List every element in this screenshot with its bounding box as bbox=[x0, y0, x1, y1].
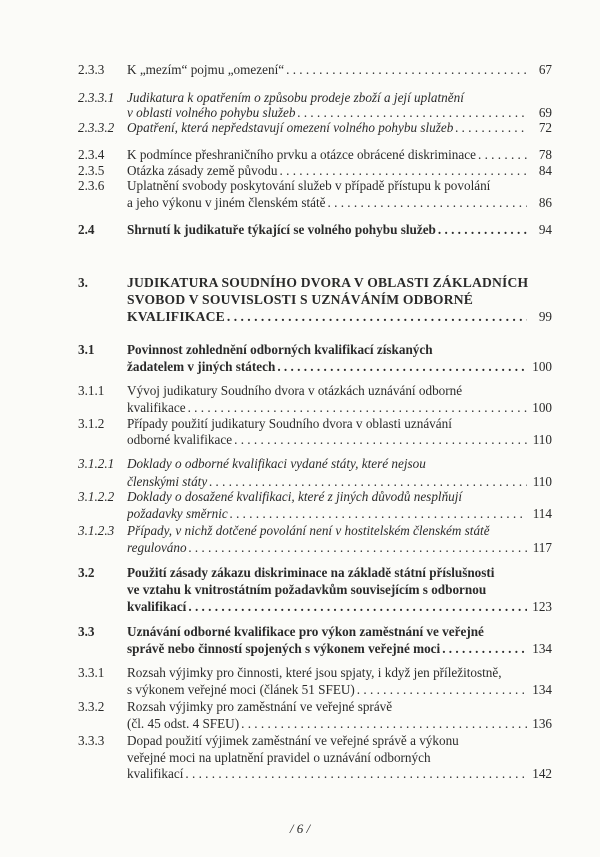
toc-entry-title-line bbox=[127, 641, 527, 657]
toc-entry-title-text: kvalifikací bbox=[127, 766, 184, 781]
toc-entry-page: 100 bbox=[532, 399, 552, 415]
toc-entry-page: 86 bbox=[538, 195, 552, 210]
page-number: / 6 / bbox=[289, 821, 311, 836]
toc-entry-title-line bbox=[127, 292, 527, 308]
toc-entry-title-text: Rozsah výjimky pro zaměstnání ve veřejné správě bbox=[127, 699, 393, 714]
toc-entry-title-line bbox=[127, 540, 527, 556]
toc-entry-title-line bbox=[127, 624, 527, 640]
toc-entry-title-text: Případy použití judikatury Soudního dvora v oblasti uznávání bbox=[127, 416, 452, 431]
dot-leader bbox=[476, 147, 527, 163]
toc-entry-page: 72 bbox=[538, 120, 552, 135]
toc-entry-number: 3.1.1 bbox=[78, 383, 105, 398]
toc-entry-title-line bbox=[127, 432, 527, 448]
dot-leader bbox=[239, 716, 527, 732]
toc-entry-title-text: Doklady o dosažené kvalifikaci, které z jiných důvodů nesplňují bbox=[127, 489, 463, 504]
toc-entry-title-line bbox=[127, 275, 527, 291]
toc-entry-title-text: SVOBOD V SOUVISLOSTI S UZNÁVÁNÍM ODBORNÉ bbox=[127, 292, 474, 307]
toc-entry-title-text: Shrnutí k judikatuře týkající se volného pohybu služeb bbox=[127, 222, 436, 237]
toc-entry-title-text: kvalifikací bbox=[127, 599, 187, 614]
toc-entry-title-line bbox=[127, 506, 527, 522]
toc-entry-page: 94 bbox=[538, 222, 552, 237]
toc-entry-page: 134 bbox=[532, 681, 552, 697]
toc-entry-title-text: Doklady o odborné kvalifikaci vydané státy, které nejsou bbox=[127, 456, 426, 471]
toc-entry-title-line bbox=[127, 474, 527, 490]
toc-entry-title-text: JUDIKATURA SOUDNÍHO DVORA V OBLASTI ZÁKLADNÍCH bbox=[127, 275, 529, 290]
toc-entry-page: 69 bbox=[538, 104, 552, 120]
dot-leader bbox=[355, 682, 527, 698]
toc-entry-number: 3.3.3 bbox=[78, 733, 105, 748]
toc-entry-title-text: Uplatnění svobody poskytování služeb v případě přístupu k povolání bbox=[127, 178, 491, 193]
toc-entry-number: 3.1.2 bbox=[78, 416, 105, 431]
toc-entry-title-text: členskými státy bbox=[127, 474, 208, 489]
toc-entry-page: 142 bbox=[532, 766, 552, 781]
dot-leader bbox=[326, 195, 528, 211]
toc-entry-number: 2.3.4 bbox=[78, 147, 105, 162]
toc-entry-number: 2.3.5 bbox=[78, 163, 105, 178]
toc-entry-title-line bbox=[127, 120, 527, 136]
toc-entry-page: 84 bbox=[538, 163, 552, 178]
toc-entry-title-text: požadavky směrnic bbox=[127, 506, 228, 521]
dot-leader bbox=[186, 400, 527, 416]
toc-entry-title-line bbox=[127, 178, 527, 194]
toc-entry-title-text: správě nebo činností spojených s výkonem veřejné moci bbox=[127, 640, 441, 656]
toc-entry-title-text: v oblasti volného pohybu služeb bbox=[127, 104, 296, 120]
toc-entry-page: 67 bbox=[538, 62, 552, 77]
toc-entry-title-text: (čl. 45 odst. 4 SFEU) bbox=[127, 715, 240, 731]
toc-entry-title-line bbox=[127, 599, 527, 615]
toc-entry-number: 3.3.1 bbox=[78, 665, 105, 680]
toc-entry-number: 2.4 bbox=[78, 222, 95, 237]
toc-entry-number: 2.3.3 bbox=[78, 62, 105, 77]
toc-entry-title-line bbox=[127, 222, 527, 238]
toc-entry-number: 2.3.6 bbox=[78, 178, 105, 193]
toc-entry-title-text: Rozsah výjimky pro činnosti, které jsou spjaty, i když jen příležitostně, bbox=[127, 665, 502, 680]
toc-entry-number: 3.3 bbox=[78, 624, 95, 639]
toc-entry-title-text: K podmínce přeshraničního prvku a otázce obrácené diskriminace bbox=[127, 147, 476, 162]
toc-entry-title-line bbox=[127, 105, 527, 121]
dot-leader bbox=[295, 105, 527, 121]
dot-leader bbox=[436, 222, 527, 238]
toc-entry-page: 117 bbox=[532, 539, 552, 555]
toc-entry-title-line bbox=[127, 359, 527, 375]
toc-entry-title-line bbox=[127, 195, 527, 211]
dot-leader bbox=[228, 506, 527, 522]
toc-entry-title-line bbox=[127, 523, 527, 539]
toc-entry-title-line bbox=[127, 665, 527, 681]
dot-leader bbox=[275, 359, 527, 375]
toc-entry-title-line bbox=[127, 309, 527, 325]
toc-entry-page: 100 bbox=[532, 359, 552, 374]
toc-entry-title-line bbox=[127, 163, 527, 179]
dot-leader bbox=[225, 309, 527, 325]
toc-entry-title-text: s výkonem veřejné moci (článek 51 SFEU) bbox=[127, 681, 355, 697]
toc-entry-title-text: Otázka zásady země původu bbox=[127, 163, 278, 178]
toc-entry-title-line bbox=[127, 383, 527, 399]
toc-entry-number: 3. bbox=[78, 275, 88, 290]
dot-leader bbox=[232, 432, 527, 448]
toc-entry-title-line bbox=[127, 766, 527, 782]
toc-entry-page: 123 bbox=[532, 599, 552, 614]
toc-entry-title-text: Dopad použití výjimek zaměstnání ve veřejné správě a výkonu bbox=[127, 733, 459, 748]
toc-entry-title-text: žadatelem v jiných státech bbox=[127, 359, 276, 374]
toc-entry-page: 134 bbox=[532, 640, 552, 656]
toc-entry-title-line bbox=[127, 342, 527, 358]
dot-leader bbox=[183, 766, 527, 782]
toc-entry-title-line bbox=[127, 682, 527, 698]
toc-entry-title-line bbox=[127, 750, 527, 766]
toc-entry-title-text: Judikatura k opatřením o způsobu prodeje zboží a její uplatnění bbox=[127, 90, 464, 105]
toc-entry-page: 110 bbox=[532, 432, 552, 447]
dot-leader bbox=[453, 120, 527, 136]
dot-leader bbox=[186, 599, 527, 615]
toc-entry-number: 3.1.2.3 bbox=[78, 523, 115, 538]
dot-leader bbox=[440, 641, 527, 657]
toc-entry-title-text: K „mezím“ pojmu „omezení“ bbox=[127, 62, 285, 77]
dot-leader bbox=[187, 540, 527, 556]
toc-entry-title-text: Vývoj judikatury Soudního dvora v otázkách uznávání odborné bbox=[127, 383, 463, 398]
toc-entry-page: 99 bbox=[538, 309, 552, 324]
toc-entry-title-line bbox=[127, 733, 527, 749]
toc-entry-number: 3.1.2.2 bbox=[78, 489, 115, 504]
toc-entry-title-text: Případy, v nichž dotčené povolání není v hostitelském členském státě bbox=[127, 523, 490, 538]
toc-entry-title-text: Povinnost zohlednění odborných kvalifikací získaných bbox=[127, 342, 433, 357]
toc-entry-number: 2.3.3.1 bbox=[78, 90, 115, 105]
toc-entry-title-text: regulováno bbox=[127, 539, 187, 555]
toc-entry-number: 3.2 bbox=[78, 565, 95, 580]
toc-entry-title-text: Opatření, která nepředstavují omezení volného pohybu služeb bbox=[127, 120, 454, 135]
toc-entry-title-line bbox=[127, 699, 527, 715]
toc-entry-title-line bbox=[127, 565, 527, 581]
toc-entry-number: 3.3.2 bbox=[78, 699, 105, 714]
toc-entry-page: 114 bbox=[532, 506, 552, 521]
dot-leader bbox=[207, 474, 527, 490]
toc-entry-title-text: veřejné moci na uplatnění pravidel o uznávání odborných bbox=[127, 749, 431, 765]
toc-entry-title-line bbox=[127, 489, 527, 505]
toc-entry-title-text: a jeho výkonu v jiném členském státě bbox=[127, 195, 326, 210]
toc-entry-number: 3.1 bbox=[78, 342, 95, 357]
toc-entry-title-text: Použití zásady zákazu diskriminace na základě státní příslušnosti bbox=[127, 565, 495, 580]
toc-entry-title-line bbox=[127, 416, 527, 432]
toc-entry-number: 3.1.2.1 bbox=[78, 456, 115, 471]
toc-entry-title-line bbox=[127, 400, 527, 416]
toc-entry-title-text: KVALIFIKACE bbox=[127, 309, 225, 324]
toc-entry-title-text: odborné kvalifikace bbox=[127, 432, 233, 447]
toc-entry-title-line bbox=[127, 716, 527, 732]
toc-entry-number: 2.3.3.2 bbox=[78, 120, 115, 135]
dot-leader bbox=[284, 62, 527, 78]
toc-entry-title-line bbox=[127, 582, 527, 598]
toc-entry-title-line bbox=[127, 62, 527, 78]
toc-entry-page: 78 bbox=[538, 147, 552, 162]
toc-entry-page: 110 bbox=[532, 474, 552, 489]
toc-entry-title-line bbox=[127, 147, 527, 163]
dot-leader bbox=[278, 163, 528, 179]
toc-entry-title-line bbox=[127, 456, 527, 472]
toc-entry-title-text: ve vztahu k vnitrostátním požadavkům souvisejícím s odbornou bbox=[127, 582, 487, 597]
toc-entry-title-text: kvalifikace bbox=[127, 399, 186, 415]
toc-entry-title-text: Uznávání odborné kvalifikace pro výkon zaměstnání ve veřejné bbox=[127, 624, 484, 639]
toc-entry-page: 136 bbox=[532, 715, 552, 731]
